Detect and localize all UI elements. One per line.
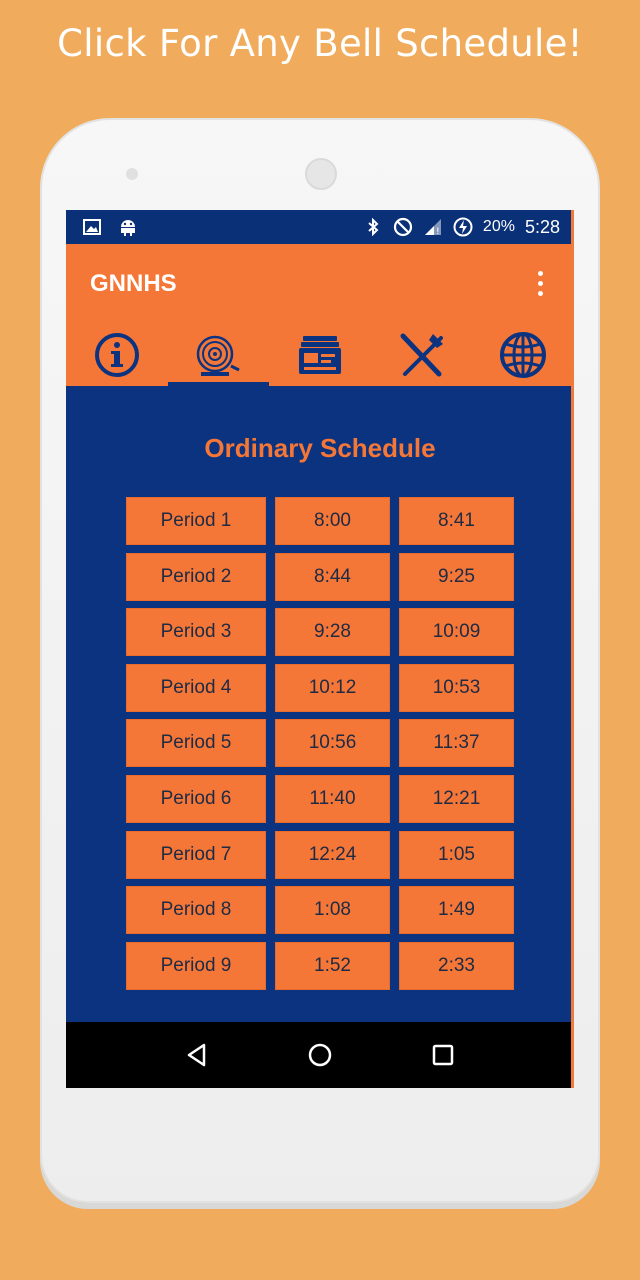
period-cell: Period 1: [126, 497, 266, 545]
app-bar: [66, 244, 574, 386]
start-time-cell: 10:12: [275, 664, 390, 712]
schedule-row: [126, 886, 514, 934]
end-time-cell: 8:41: [399, 497, 514, 545]
overflow-menu-button[interactable]: [532, 268, 548, 298]
period-cell: Period 8: [126, 886, 266, 934]
period-cell: Period 4: [126, 664, 266, 712]
period-cell: Period 9: [126, 942, 266, 990]
schedule-title: Ordinary Schedule: [204, 433, 436, 463]
start-time-cell: 1:08: [275, 886, 390, 934]
end-time-cell: 12:21: [399, 775, 514, 823]
globe-icon: [498, 330, 548, 380]
tab-id-card[interactable]: [269, 324, 371, 386]
period-cell: Period 2: [126, 553, 266, 601]
overflow-dot: [538, 291, 543, 296]
period-cell: Period 7: [126, 831, 266, 879]
svg-text:!: !: [435, 227, 440, 236]
end-time-cell: 1:49: [399, 886, 514, 934]
schedule-row: [126, 553, 514, 601]
do-not-disturb-icon: [393, 217, 413, 237]
schedule-panel: [66, 386, 574, 1022]
status-time: 5:28: [524, 217, 560, 237]
earpiece: [305, 158, 337, 190]
android-notification-icon: [118, 217, 138, 237]
status-bar: [66, 210, 574, 244]
battery-percent: 20%: [482, 218, 515, 235]
start-time-cell: 8:44: [275, 553, 390, 601]
end-time-cell: 11:37: [399, 719, 514, 767]
bluetooth-icon: [363, 217, 383, 237]
start-time-cell: 8:00: [275, 497, 390, 545]
signal-icon: [423, 217, 443, 237]
schedule-row: [126, 775, 514, 823]
end-time-cell: 9:25: [399, 553, 514, 601]
period-cell: Period 3: [126, 608, 266, 656]
start-time-cell: 9:28: [275, 608, 390, 656]
schedule-row: [126, 831, 514, 879]
start-time-cell: 10:56: [275, 719, 390, 767]
schedule-row: [126, 664, 514, 712]
id-card-icon: [295, 330, 345, 380]
start-time-cell: 1:52: [275, 942, 390, 990]
system-nav-bar: [66, 1022, 574, 1088]
fork-knife-icon: [397, 330, 447, 380]
image-notification-icon: [82, 217, 102, 237]
recents-icon: [431, 1043, 455, 1067]
schedule-row: [126, 942, 514, 990]
end-time-cell: 2:33: [399, 942, 514, 990]
back-button[interactable]: [182, 1040, 212, 1070]
phone-screen: [66, 210, 574, 1088]
schedule-row: [126, 608, 514, 656]
start-time-cell: 11:40: [275, 775, 390, 823]
tab-bar: [66, 324, 574, 386]
end-time-cell: 10:53: [399, 664, 514, 712]
period-cell: Period 5: [126, 719, 266, 767]
tab-bell-schedule[interactable]: [168, 324, 270, 386]
back-icon: [184, 1042, 210, 1068]
home-button[interactable]: [305, 1040, 335, 1070]
home-icon: [307, 1042, 333, 1068]
phone-frame: [40, 118, 600, 1203]
app-title: GNNHS: [90, 270, 177, 297]
end-time-cell: 1:05: [399, 831, 514, 879]
end-time-cell: 10:09: [399, 608, 514, 656]
schedule-row: [126, 719, 514, 767]
bell-icon: [193, 330, 243, 380]
tab-web[interactable]: [472, 324, 574, 386]
promo-caption: Click For Any Bell Schedule!: [57, 22, 583, 65]
schedule-row: [126, 497, 514, 545]
tab-info[interactable]: [66, 324, 168, 386]
recents-button[interactable]: [428, 1040, 458, 1070]
front-sensor: [126, 168, 138, 180]
overflow-dot: [538, 271, 543, 276]
schedule-table: [126, 497, 514, 997]
battery-charging-icon: [453, 217, 473, 237]
tab-lunch[interactable]: [371, 324, 473, 386]
start-time-cell: 12:24: [275, 831, 390, 879]
info-icon: [92, 330, 142, 380]
overflow-dot: [538, 281, 543, 286]
period-cell: Period 6: [126, 775, 266, 823]
